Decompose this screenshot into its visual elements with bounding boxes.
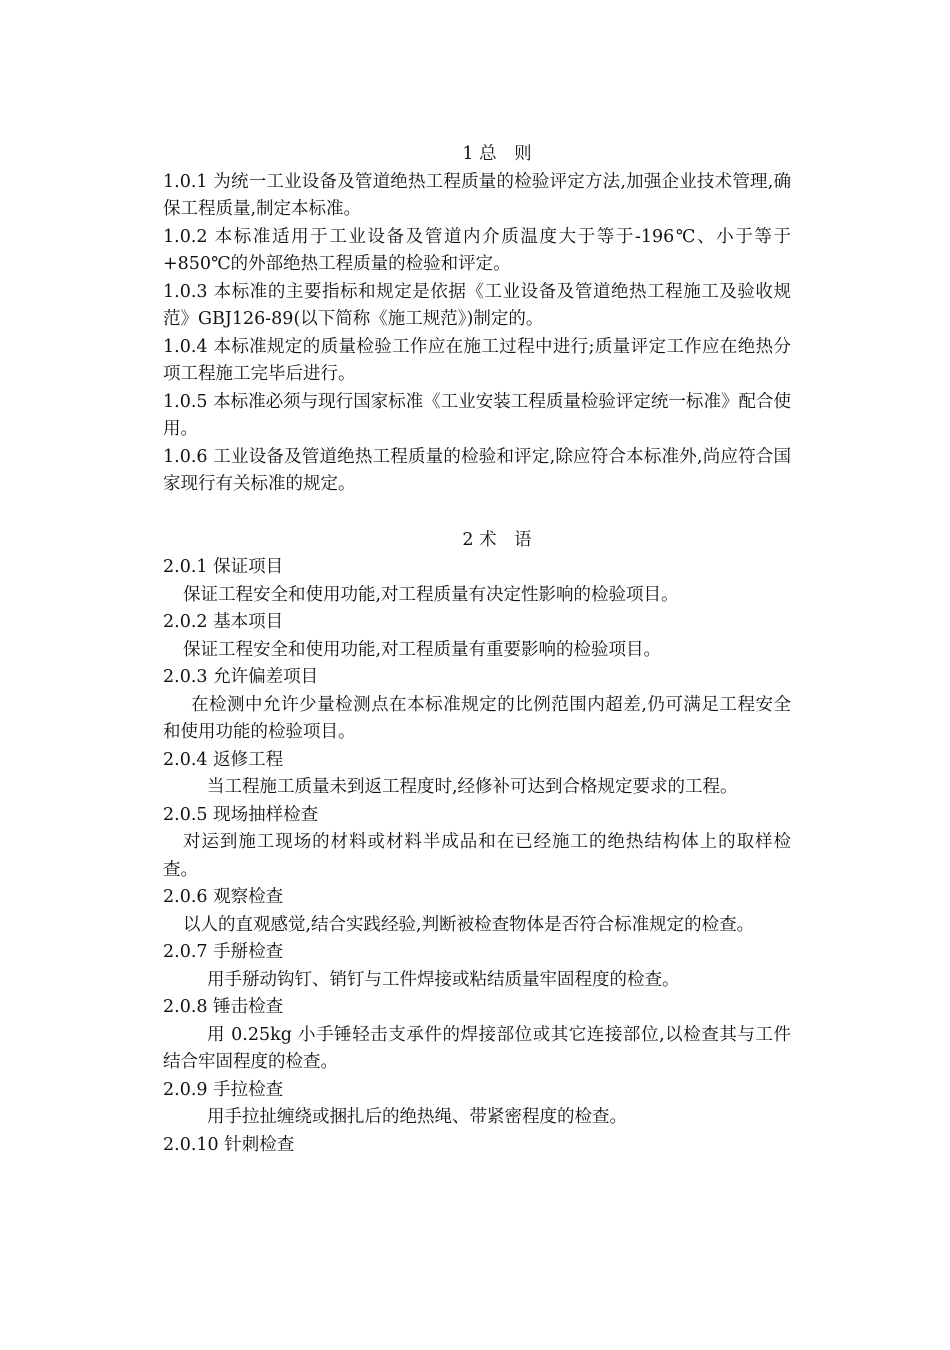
- term-2-0-8-heading: 2.0.8 锤击检查: [163, 997, 284, 1017]
- term-2-0-4-heading: 2.0.4 返修工程: [163, 749, 284, 770]
- clause-1-0-4: 1.0.4 本标准规定的质量检验工作应在施工过程中进行;质量评定工作应在绝热分项工程施工完毕后进行。: [163, 336, 791, 384]
- clause-1-0-6: 1.0.6 工业设备及管道绝热工程质量的检验和评定,除应符合本标准外,尚应符合国家现行有关标准的规定。: [163, 446, 791, 494]
- term-2-0-8-definition: 用 0.25kg 小手锤轻击支承件的焊接部位或其它连接部位,以检查其与工件结合牢固程度的检查。: [163, 1024, 791, 1072]
- term-2-0-2-heading: 2.0.2 基本项目: [163, 612, 284, 632]
- term-2-0-10-heading: 2.0.10 针刺检查: [163, 1134, 295, 1155]
- clause-1-0-5: 1.0.5 本标准必须与现行国家标准《工业安装工程质量检验评定统一标准》配合使用。: [163, 391, 791, 439]
- term-2-0-2-definition: 保证工程安全和使用功能,对工程质量有重要影响的检验项目。: [183, 639, 662, 660]
- chapter-2-title: 2 术 语: [462, 529, 532, 550]
- term-2-0-9-heading: 2.0.9 手拉检查: [163, 1079, 284, 1100]
- term-2-0-6-definition: 以人的直观感觉,结合实践经验,判断被检查物体是否符合标准规定的检查。: [183, 914, 755, 935]
- term-2-0-3-heading: 2.0.3 允许偏差项目: [163, 667, 319, 687]
- term-2-0-7-definition: 用手掰动钩钉、销钉与工件焊接或粘结质量牢固程度的检查。: [207, 969, 680, 990]
- term-2-0-6-heading: 2.0.6 观察检查: [163, 887, 284, 907]
- term-2-0-4-definition: 当工程施工质量未到返工程度时,经修补可达到合格规定要求的工程。: [207, 777, 738, 797]
- clause-1-0-3: 1.0.3 本标准的主要指标和规定是依据《工业设备及管道绝热工程施工及验收规范》GBJ126-89(以下简称《施工规范》)制定的。: [163, 281, 791, 329]
- term-2-0-7-heading: 2.0.7 手掰检查: [163, 942, 284, 962]
- term-2-0-3-definition: 在检测中允许少量检测点在本标准规定的比例范围内超差,仍可满足工程安全和使用功能的检验项目。: [163, 694, 791, 742]
- term-2-0-1-heading: 2.0.1 保证项目: [163, 557, 284, 577]
- chapter-1-title: 1 总 则: [462, 144, 532, 164]
- term-2-0-9-definition: 用手拉扯缠绕或捆扎后的绝热绳、带紧密程度的检查。: [207, 1107, 627, 1127]
- term-2-0-5-definition: 对运到施工现场的材料或材料半成品和在已经施工的绝热结构体上的取样检查。: [163, 832, 791, 880]
- term-2-0-1-definition: 保证工程安全和使用功能,对工程质量有决定性影响的检验项目。: [183, 584, 679, 605]
- clause-1-0-1: 1.0.1 为统一工业设备及管道绝热工程质量的检验评定方法,加强企业技术管理,确保工程质量,制定本标准。: [163, 171, 791, 219]
- term-2-0-5-heading: 2.0.5 现场抽样检查: [163, 804, 319, 825]
- document-body: [163, 141, 791, 1159]
- clause-1-0-2: 1.0.2 本标准适用于工业设备及管道内介质温度大于等于-196℃、小于等于+850℃的外部绝热工程质量的检验和评定。: [163, 226, 791, 274]
